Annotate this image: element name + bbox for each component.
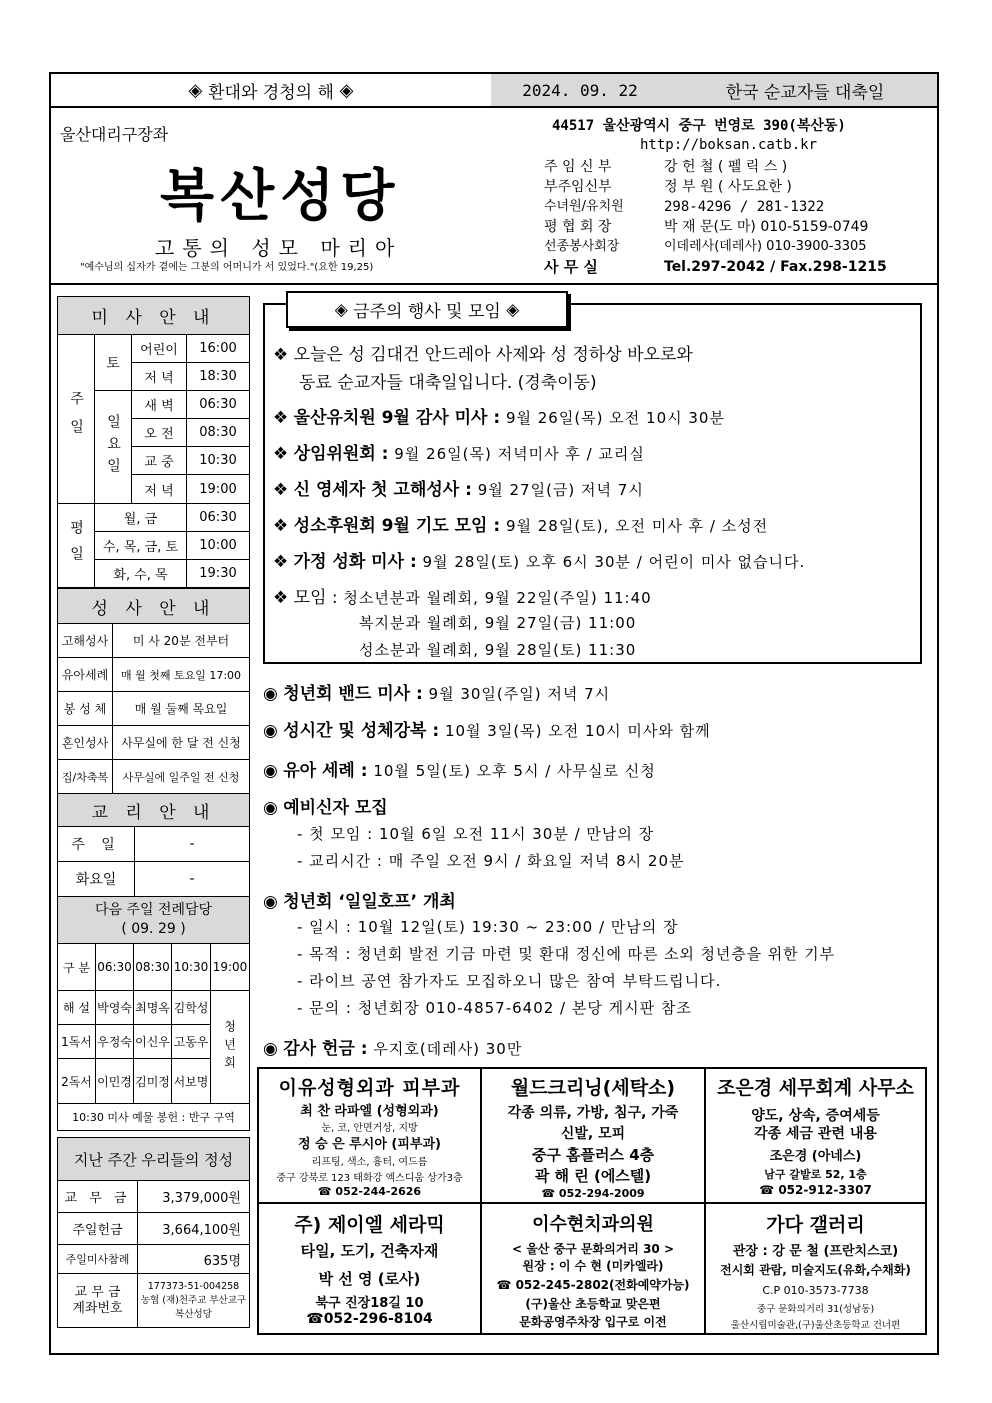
feast-name: 한국 순교자들 대축일 <box>725 82 885 103</box>
notice-item: ◉ 감사 헌금 : 우지호(데레사) 30만 <box>263 1039 523 1059</box>
events-title-text: 금주의 행사 및 모임 <box>353 302 501 322</box>
account-label <box>57 1273 138 1328</box>
event-title: 모임 : <box>293 588 338 608</box>
ad-line: 곽 해 린 (에스텔) <box>534 1167 652 1185</box>
liturgy-person: 서보명 <box>171 1058 211 1104</box>
notice-detail: - 라이브 공연 참가자도 모집하오니 많은 참여 부탁드립니다. <box>297 972 722 990</box>
mass-name: 교 중 <box>131 446 187 475</box>
bible-quote: "예수님의 십자가 곁에는 그분의 어머니가 서 있었다."(요한 19,25) <box>80 262 374 273</box>
mass-title: 미 사 안 내 <box>57 296 250 335</box>
contact-role: 사 무 실 <box>544 258 598 276</box>
liturgy-youth <box>210 990 250 1104</box>
sunday-day-label <box>94 390 132 504</box>
notice-title: 유아 세례 : <box>283 761 368 781</box>
ad-line: 울산시립미술관,(구)울산초등학교 건너편 <box>730 1320 901 1331</box>
liturgy-person: 고동우 <box>171 1024 211 1059</box>
ad-title: 주) 제이엘 세라믹 <box>294 1214 445 1236</box>
sacrament-name: 고해성사 <box>57 623 113 658</box>
offering-title: 지난 주간 우리들의 정성 <box>57 1137 250 1181</box>
event-item: ❖ 상임위원회 : 9월 26일(목) 저녁미사 후 / 교리실 <box>273 444 645 464</box>
notice-detail: 10월 3일(목) 오전 10시 미사와 함께 <box>439 722 711 740</box>
liturgy-person: 우정숙 <box>95 1024 134 1059</box>
liturgy-header: 19:00 <box>210 943 250 991</box>
ad-line: 눈, 코, 안면거상, 지방 <box>321 1123 418 1134</box>
event-title: 신 영세자 첫 고해성사 : <box>293 480 472 500</box>
catechism-day: 화요일 <box>57 861 135 897</box>
theme-text: 환대와 경청의 해 <box>208 82 334 103</box>
ad-line: 정 승 은 루시아 (피부과) <box>297 1137 441 1152</box>
ad-tax-office[interactable] <box>706 1069 925 1202</box>
ad-title: 가다 갤러리 <box>766 1214 865 1236</box>
sacrament-name: 봉 성 체 <box>57 691 113 726</box>
weekday-mass-time: 10:00 <box>186 531 250 560</box>
parish-website[interactable]: http://boksan.catb.kr <box>640 137 818 153</box>
notice-detail: - 교리시간 : 매 주일 오전 9시 / 화요일 저녁 8시 20분 <box>297 852 685 870</box>
sacrament-info: 사무실에 한 달 전 신청 <box>112 725 250 760</box>
catechism-value: - <box>134 826 250 862</box>
weekday-mass-time: 06:30 <box>186 503 250 532</box>
ad-phone: ☎ 052-244-2626 <box>317 1185 422 1198</box>
contact-value: 박 재 문(도 마) 010-5159-0749 <box>664 219 869 235</box>
catechism-value: - <box>134 861 250 897</box>
contact-value: 강 헌 철 ( 펠 릭 스 ) <box>664 159 788 175</box>
ad-line: (구)울산 초등학교 맞은편 <box>525 1297 661 1311</box>
event-item: ❖ 울산유치원 9월 감사 미사 : 9월 26일(목) 오전 10시 30분 <box>273 408 725 428</box>
catechism-day: 주 일 <box>57 826 135 862</box>
liturgy-date: ( 09. 29 ) <box>121 921 186 937</box>
contact-list <box>544 157 887 277</box>
event-text: 오늘은 성 김대건 안드레아 사제와 성 정하상 바오로와 <box>293 345 693 365</box>
ad-phone: ☎ 052-912-3307 <box>759 1183 872 1197</box>
ad-line: 신발, 모피 <box>560 1126 626 1142</box>
liturgy-person: 김학성 <box>171 990 211 1025</box>
liturgy-header: 구 분 <box>57 943 96 991</box>
ad-phone: ☎ 052-245-2802(전화예약가능) <box>496 1278 690 1292</box>
weekday-mass-days: 화, 수, 목 <box>94 559 187 588</box>
event-item: ❖ 성소후원회 9월 기도 모임 : 9월 28일(토), 오전 미사 후 / 소성전 <box>273 516 769 536</box>
event-text: 동료 순교자들 대축일입니다. (경축이동) <box>299 373 597 393</box>
notice-item: ◉ 청년회 밴드 미사 : 9월 30일(주일) 저녁 7시 <box>263 684 611 704</box>
notice-detail: - 문의 : 청년회장 010-4857-6402 / 본당 게시판 참조 <box>297 999 692 1017</box>
liturgy-title <box>57 896 250 944</box>
event-item <box>299 368 597 393</box>
offering-name: 주일헌금 <box>57 1212 138 1245</box>
mass-time: 19:00 <box>186 474 250 504</box>
event-title: 울산유치원 9월 감사 미사 : <box>293 408 501 428</box>
year-theme: ◈ 환대와 경청의 해 ◈ <box>188 79 354 103</box>
sacrament-info: 매 월 둘째 목요일 <box>112 691 250 726</box>
attendance-count: 635명 <box>137 1244 250 1274</box>
liturgy-role: 2독서 <box>57 1058 96 1104</box>
ad-line: 전시회 관람, 미술지도(유화,수채화) <box>720 1263 911 1277</box>
notice-detail: 우지호(데레사) 30만 <box>367 1040 523 1058</box>
contact-row <box>544 237 887 257</box>
notice-item: ◉ 성시간 및 성체강복 : 10월 3일(목) 오전 10시 미사와 함께 <box>263 721 711 741</box>
notice-detail: - 첫 모임 : 10월 6일 오전 11시 30분 / 만남의 장 <box>297 825 655 843</box>
event-detail: 9월 28일(토) 오후 6시 30분 / 어린이 미사 없습니다. <box>416 553 806 571</box>
sunday-label-text: 주일 <box>68 391 84 447</box>
liturgy-person: 박영숙 <box>95 990 134 1025</box>
account-number: 177373-51-004258 <box>147 1280 240 1292</box>
mass-name: 오 전 <box>131 418 187 447</box>
contact-row <box>544 197 887 217</box>
contact-role: 수녀원/유치원 <box>544 199 624 214</box>
sunday-label <box>57 334 95 504</box>
account-label-line: 계좌번호 <box>72 1300 123 1316</box>
catechism-title: 교 리 안 내 <box>57 793 250 827</box>
notice-title: 감사 헌금 : <box>283 1039 368 1059</box>
parish-name: 복산성당 <box>160 163 401 229</box>
header-divider <box>49 106 939 108</box>
mass-name: 새 벽 <box>131 390 187 419</box>
liturgy-header: 10:30 <box>171 943 211 991</box>
sacrament-info: 사무실에 일주일 전 신청 <box>112 759 250 794</box>
contact-role: 부주임신부 <box>544 179 612 195</box>
mass-time: 06:30 <box>186 390 250 419</box>
ad-gallery[interactable] <box>706 1204 925 1333</box>
contact-value: 정 부 원 ( 사도요한 ) <box>664 179 792 195</box>
mass-time: 16:00 <box>186 334 250 363</box>
sacrament-name: 혼인성사 <box>57 725 113 760</box>
offering-name: 교 무 금 <box>57 1180 138 1213</box>
notice-item: ◉ 예비신자 모집 <box>263 798 388 818</box>
ad-line: 각종 세금 관련 내용 <box>754 1126 877 1142</box>
liturgy-person: 김미정 <box>133 1058 172 1104</box>
ad-phone: C.P 010-3573-7738 <box>762 1284 869 1297</box>
event-item: ❖ 신 영세자 첫 고해성사 : 9월 27일(금) 저녁 7시 <box>273 480 644 500</box>
ad-title: 조은경 세무회계 사무소 <box>717 1077 914 1099</box>
ad-line: 타일, 도기, 건축자재 <box>300 1242 439 1260</box>
liturgy-header: 08:30 <box>133 943 172 991</box>
liturgy-person: 최명옥 <box>133 990 172 1025</box>
event-detail: 복지분과 월례회, 9월 27일(금) 11:00 <box>359 614 637 632</box>
event-item: ❖ 가정 성화 미사 : 9월 28일(토) 오후 6시 30분 / 어린이 미사 없습니다. <box>273 552 806 572</box>
notice-title: 성시간 및 성체강복 : <box>283 721 440 741</box>
liturgy-header: 06:30 <box>95 943 134 991</box>
event-title: 상임위원회 : <box>293 444 389 464</box>
liturgy-youth-text: 청년회 <box>222 1020 237 1074</box>
ad-line: 북구 진장18길 10 <box>315 1296 424 1311</box>
account-info <box>137 1273 250 1328</box>
mass-time: 10:30 <box>186 446 250 475</box>
ad-clinic[interactable] <box>259 1069 480 1202</box>
event-title: 성소후원회 9월 기도 모임 : <box>293 516 501 536</box>
event-item: ❖ 모임 : 청소년분과 월례회, 9월 22일(주일) 11:40 <box>273 588 652 608</box>
parish-address: 44517 울산광역시 중구 번영로 390(복산동) <box>552 118 846 134</box>
sunday-day-text: 일요일 <box>105 414 121 480</box>
ad-line: 양도, 상속, 증여세등 <box>751 1108 880 1124</box>
liturgy-role: 1독서 <box>57 1024 96 1059</box>
ad-ceramic[interactable] <box>259 1204 480 1333</box>
ad-title: 월드크리닝(세탁소) <box>510 1077 676 1099</box>
ad-line: 중구 강북로 123 태화강 엑스디움 상가3층 <box>276 1173 463 1184</box>
ad-line: 남구 갈밭로 52, 1층 <box>764 1168 867 1181</box>
event-item: ❖ 오늘은 성 김대건 안드레아 사제와 성 정하상 바오로와 <box>273 345 693 365</box>
event-detail: 9월 26일(목) 저녁미사 후 / 교리실 <box>388 445 645 463</box>
mass-time: 18:30 <box>186 362 250 391</box>
ad-line: 조은경 (아네스) <box>769 1149 862 1164</box>
notice-item: ◉ 유아 세례 : 10월 5일(토) 오후 5시 / 사무실로 신청 <box>263 761 656 781</box>
ad-line: 원장 : 이 수 현 (미카엘라) <box>522 1259 664 1273</box>
contact-value: 298-4296 / 281-1322 <box>664 199 825 215</box>
event-detail: 청소년분과 월례회, 9월 22일(주일) 11:40 <box>337 589 652 607</box>
sacrament-name: 집/차축복 <box>57 759 113 794</box>
saturday-label: 토 <box>94 334 132 391</box>
notice-item: ◉ 청년회 ‘일일호프’ 개최 <box>263 892 456 912</box>
ad-line: < 울산 중구 문화의거리 30 > <box>511 1242 675 1256</box>
notice-detail: 10월 5일(토) 오후 5시 / 사무실로 신청 <box>367 762 656 780</box>
mass-name: 저 녁 <box>131 362 187 391</box>
weekday-mass-time: 19:30 <box>186 559 250 588</box>
account-bank: 농협 (재)천주교 부산교구 <box>140 1294 247 1306</box>
diocese-label: 울산대리구장좌 <box>60 125 169 144</box>
liturgy-note: 10:30 미사 예물 봉헌 : 반구 구역 <box>57 1103 250 1131</box>
sacrament-title: 성 사 안 내 <box>57 588 250 624</box>
weekday-mass-days: 월, 금 <box>94 503 187 532</box>
contact-role: 평 협 회 장 <box>544 219 612 235</box>
mass-name: 저 녁 <box>131 474 187 504</box>
contact-value: Tel.297-2042 / Fax.298-1215 <box>664 259 887 275</box>
notice-detail: - 일시 : 10월 12일(토) 19:30 ~ 23:00 / 만남의 장 <box>297 918 679 936</box>
mass-name: 어린이 <box>131 334 187 363</box>
offering-name: 주일미사참례 <box>57 1244 138 1274</box>
weekday-label-text: 평일 <box>68 519 84 572</box>
event-detail: 성소분과 월례회, 9월 28일(토) 11:30 <box>359 641 637 659</box>
patron-name: 고통의 성모 마리아 <box>155 236 403 260</box>
notice-title: 예비신자 모집 <box>283 798 388 818</box>
contact-value: 이데레사(데레사) 010-3900-3305 <box>664 239 867 254</box>
contact-role: 선종봉사회장 <box>544 239 620 254</box>
ad-line: 문화공영주차장 입구로 이전 <box>519 1315 667 1329</box>
notice-title: 청년회 밴드 미사 : <box>283 684 423 704</box>
mass-time: 08:30 <box>186 418 250 447</box>
ad-line: 리프팅, 색소, 흉터, 여드름 <box>311 1157 428 1168</box>
contact-row <box>544 217 887 237</box>
event-detail: 9월 28일(토), 오전 미사 후 / 소성전 <box>500 517 769 535</box>
weekday-label <box>57 503 95 588</box>
ad-title: 이수현치과의원 <box>532 1214 654 1235</box>
liturgy-role: 해 설 <box>57 990 96 1025</box>
notice-detail: 9월 30일(주일) 저녁 7시 <box>422 685 611 703</box>
events-title: ◈ 금주의 행사 및 모임 ◈ <box>286 291 568 328</box>
offering-amount: 3,664,100원 <box>137 1212 250 1245</box>
weekday-mass-days: 수, 목, 금, 토 <box>94 531 187 560</box>
contact-row <box>544 257 887 277</box>
contact-row <box>544 157 887 177</box>
offering-amount: 3,379,000원 <box>137 1180 250 1213</box>
ad-line: 관장 : 강 문 철 (프란치스코) <box>732 1244 899 1259</box>
bulletin-date: 2024. 09. 22 <box>522 80 638 100</box>
ad-laundry[interactable] <box>482 1069 704 1202</box>
event-title: 가정 성화 미사 : <box>293 552 417 572</box>
ad-line: 박 선 영 (로사) <box>318 1270 421 1288</box>
liturgy-person: 이민경 <box>95 1058 134 1104</box>
notice-detail: - 목적 : 청년회 발전 기금 마련 및 환대 정신에 따른 소외 청년층을 위한 기부 <box>297 945 835 963</box>
parish-divider <box>49 283 939 285</box>
ad-line: 중구 문화의거리 31(성남동) <box>756 1304 875 1315</box>
ad-phone: ☎052-296-8104 <box>306 1311 433 1327</box>
ad-dental[interactable] <box>482 1204 704 1333</box>
event-detail: 9월 26일(목) 오전 10시 30분 <box>500 409 725 427</box>
ad-line: 중구 홈플러스 4층 <box>531 1146 655 1164</box>
ad-line: 각종 의류, 가방, 침구, 가죽 <box>507 1105 679 1121</box>
ad-phone: ☎ 052-294-2009 <box>541 1187 645 1200</box>
liturgy-title-text: 다음 주일 전례담당 <box>94 902 213 918</box>
ad-title: 이유성형외과 피부과 <box>278 1077 461 1099</box>
liturgy-person: 이신우 <box>133 1024 172 1059</box>
notice-title: 청년회 ‘일일호프’ 개최 <box>283 892 456 912</box>
account-holder: 복산성당 <box>175 1308 212 1320</box>
contact-row <box>544 177 887 197</box>
sacrament-info: 매 월 첫째 토요일 17:00 <box>112 657 250 692</box>
event-detail: 9월 27일(금) 저녁 7시 <box>471 481 644 499</box>
contact-role: 주 임 신 부 <box>544 159 612 175</box>
sacrament-name: 유아세례 <box>57 657 113 692</box>
account-label-line: 교 무 금 <box>74 1284 121 1300</box>
sacrament-info: 미 사 20분 전부터 <box>112 623 250 658</box>
ad-line: 최 찬 라파엘 (성형외과) <box>300 1104 439 1119</box>
